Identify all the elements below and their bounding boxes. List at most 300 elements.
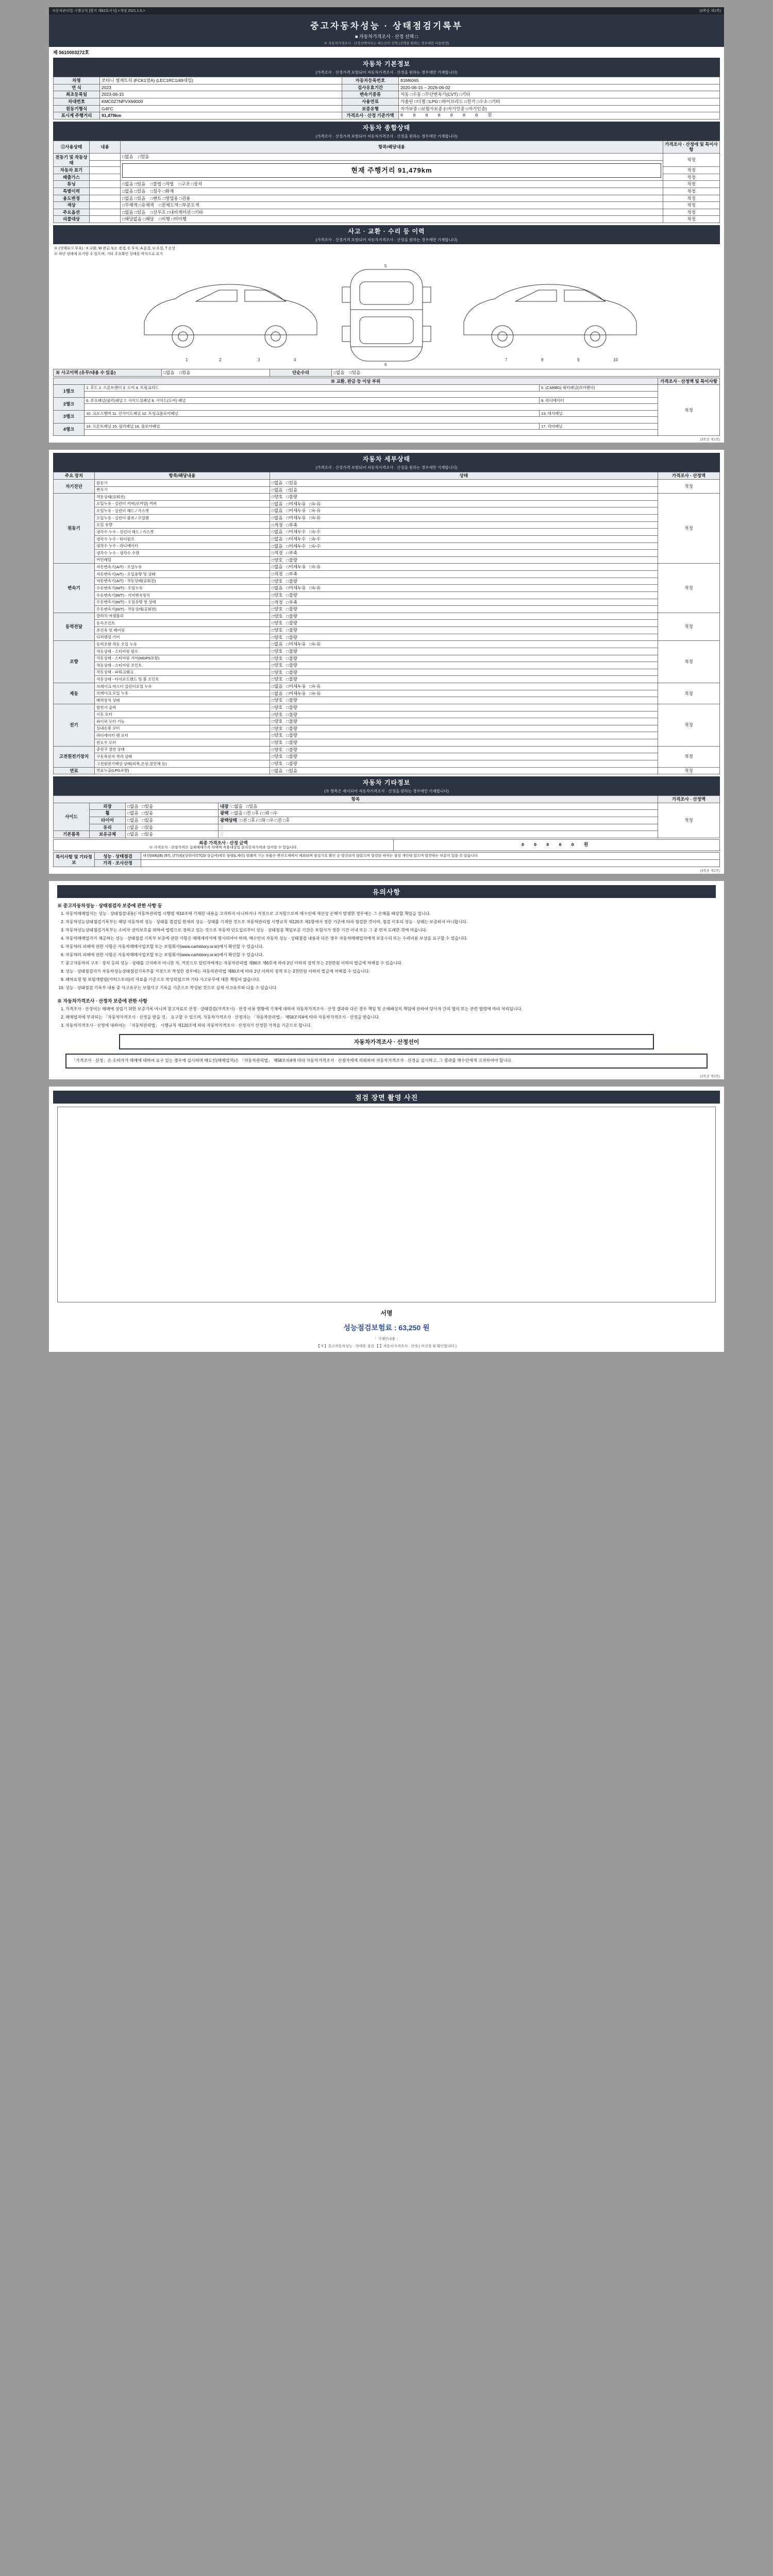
checkbox-option[interactable]: □불량 — [286, 628, 298, 633]
checkbox-option[interactable]: □부족 — [286, 599, 298, 605]
checkbox-option[interactable]: □없음 □전 □후 / □좌 □우 — [231, 810, 278, 816]
checkbox-option[interactable]: □양호 — [272, 669, 283, 675]
etc-item-secondary[interactable] — [219, 810, 658, 817]
checkbox-option[interactable]: □미세누유 — [286, 508, 306, 514]
checkbox-option[interactable]: □불량 — [286, 711, 298, 717]
final-price-title: 최종 가격조사 · 산정 금액 — [199, 840, 248, 845]
detail-item-options[interactable] — [270, 494, 658, 501]
checkbox-option[interactable]: □불량 — [286, 719, 298, 724]
etc-table-body — [54, 803, 720, 838]
detail-item-label: 브레이크 마스터 실린더오일 누유 — [95, 683, 270, 690]
page-photo — [49, 1087, 724, 1352]
etc-item-secondary[interactable] — [219, 817, 658, 824]
etc-item-secondary[interactable] — [219, 803, 658, 810]
detail-item-label: 수동변속기(M/T) - 오일누유 — [95, 585, 270, 592]
detail-group-note: 적정 — [658, 494, 720, 564]
checkbox-option[interactable]: □불량 — [286, 578, 298, 584]
checkbox-option[interactable]: □양호 — [272, 754, 283, 759]
checkbox-option[interactable]: □누유 — [309, 684, 321, 689]
detail-item-label: 동력조향 작동 오일 누유 — [95, 641, 270, 648]
detail-col-1: 항목/해당내용 — [95, 472, 270, 480]
mileage-value: 91,479km — [398, 166, 432, 174]
basic-label: 원동기형식 — [54, 105, 100, 112]
checkbox-option[interactable]: □없음 □있음 — [122, 181, 146, 187]
detail-item-options[interactable] — [270, 753, 658, 760]
checkbox-option[interactable]: □적정 — [272, 522, 283, 528]
detail-item-options[interactable] — [270, 760, 658, 767]
checkbox-option[interactable]: □양호 — [272, 760, 283, 766]
etc-item-secondary[interactable] — [219, 831, 658, 838]
checkbox-option[interactable]: □양호 — [272, 592, 283, 598]
checkbox-option[interactable]: □불량 — [286, 655, 298, 661]
checkbox-option[interactable]: □미세누유 — [286, 684, 306, 689]
detail-item-options[interactable] — [270, 571, 658, 578]
checkbox-option[interactable]: □불량 — [286, 663, 298, 668]
checkbox-option[interactable]: □없음 — [127, 824, 139, 830]
checkbox-option[interactable]: □있음 — [179, 370, 191, 375]
detail-item-options[interactable] — [270, 655, 658, 662]
table-row — [54, 641, 720, 648]
table-row — [54, 662, 720, 669]
accident-options[interactable] — [162, 369, 270, 377]
detail-item-options[interactable] — [270, 507, 658, 515]
detail-group-note: 적정 — [658, 683, 720, 704]
overall-row-label: 배출가스 — [54, 174, 90, 181]
detail-item-options[interactable] — [270, 543, 658, 550]
checkbox-option[interactable]: □미세누유 — [286, 515, 306, 520]
notice-item: 3. 자동차가격조사 · 산정에 대하여는 「자동차관리법」 시행규칙 제120조에 따라 자동차가격조사 · 산정자가 산정한 가격을 기준으로 합니다. — [65, 1023, 716, 1029]
checkbox-option[interactable]: □양호 — [272, 747, 283, 752]
detail-item-options[interactable] — [270, 641, 658, 648]
mileage-label: 현재 주행거리 — [351, 166, 396, 174]
checkbox-option[interactable]: □불량 — [286, 494, 298, 500]
detail-item-options[interactable] — [270, 648, 658, 655]
checkbox-option[interactable]: □있음 — [286, 768, 298, 773]
overall-row-options[interactable] — [121, 209, 663, 216]
checkbox-option[interactable]: □불량 — [286, 733, 298, 738]
checkbox-option[interactable]: □불량 — [286, 754, 298, 759]
checkbox-option[interactable]: □있음 — [142, 810, 154, 816]
checkbox-option[interactable]: □양호 — [272, 711, 283, 717]
etc-item-secondary[interactable] — [219, 824, 658, 831]
basic-value[interactable]: 가솔린 □디젤 □LPG □하이브리드 □전기 □수소 □기타 — [399, 98, 720, 105]
checkbox-option[interactable]: □있음 — [246, 803, 258, 809]
notice-item: 8. 성능 · 상태점검자가 자동차성능상태점검기록부를 거짓으로 작성한 경우에는 자동차관리법 제80조에 따라 2년 이하의 징역 또는 2천만원 이하의 벌금에 처해질 수 있습니다. — [65, 969, 716, 975]
checkbox-option[interactable]: □없음 — [127, 810, 139, 816]
accident-label: ※ 사고이력 (유무/내용 수 있음) — [54, 369, 162, 377]
checkbox-option[interactable]: □누유 — [309, 564, 321, 570]
checkbox-option[interactable]: □없음 — [163, 370, 175, 375]
checkbox-option[interactable]: □불량 — [286, 704, 298, 710]
detail-item-options[interactable] — [270, 564, 658, 571]
checkbox-option[interactable]: □구조 □장치 — [178, 181, 203, 187]
checkbox-option[interactable]: □양호 — [272, 663, 283, 668]
detail-item-options[interactable] — [270, 591, 658, 599]
checkbox-option[interactable]: □양호 — [272, 704, 283, 710]
detail-item-label: 배력장치 상태 — [95, 697, 270, 704]
detail-item-options[interactable] — [270, 479, 658, 486]
detail-item-options[interactable] — [270, 486, 658, 494]
detail-item-label: 수동변속기(M/T) - 기어변속장치 — [95, 591, 270, 599]
checkbox-option[interactable]: □있음 — [142, 824, 154, 830]
checkbox-option[interactable]: □불량 — [286, 725, 298, 731]
basic-value: 2020-06-15 ~ 2026-06-02 — [399, 84, 720, 91]
checkbox-option[interactable]: □누유 — [309, 515, 321, 520]
page-3-footer: (3쪽중 제3쪽) — [700, 1074, 720, 1078]
checkbox-option[interactable]: □전 □후 / □좌 □우 □전 □후 — [240, 818, 290, 823]
overall-note: 적정 — [663, 181, 720, 188]
overall-note: 적정 — [663, 154, 720, 167]
etc-item-options[interactable] — [126, 810, 219, 817]
checkbox-option[interactable]: □없음 — [272, 501, 283, 506]
checkbox-option[interactable]: □누수 — [309, 536, 321, 541]
detail-item-options[interactable] — [270, 606, 658, 613]
diagram-legend-1: ※ (상태표시 부호) : X 교환, W 판금 또는 용접, C 부식, A 흠집, U 요철, T 손상 — [54, 247, 175, 250]
etc-item-options[interactable] — [126, 831, 219, 838]
checkbox-option[interactable]: □미세누수 — [286, 536, 306, 541]
notice-item: 5. 자동차의 피해에 관한 사항은 자동차매매사업조합 또는 보험회사(www.carhistory.or.kr)에서 확인할 수 있습니다. — [65, 944, 716, 950]
basic-label: 보증유형 — [342, 105, 399, 112]
overall-row-item — [90, 160, 121, 166]
checkbox-option[interactable]: □양호 — [272, 725, 283, 731]
detail-item-label: 작동상태(공회전) — [95, 494, 270, 501]
part-rank-label: 2랭크 — [54, 398, 85, 411]
table-header-row — [54, 472, 720, 480]
basic-value-mileage: 91,479km — [100, 112, 342, 120]
checkbox-option[interactable]: □없음 — [272, 536, 283, 541]
checkbox-option[interactable]: □불법 □적법 — [150, 181, 174, 187]
checkbox-option[interactable]: □양호 — [272, 620, 283, 626]
detail-item-label: 작동상태 - 파워크랭크 — [95, 669, 270, 676]
etc-col-2: 가격조사 · 산정액 — [658, 796, 720, 803]
checkbox-option[interactable]: □양호 — [272, 740, 283, 745]
checkbox-option[interactable]: □양호 — [272, 698, 283, 703]
checkbox-option[interactable]: □적정 — [272, 571, 283, 577]
checkbox-option[interactable]: □선루프 □내비게이션 □기타 — [150, 209, 204, 215]
checkbox-option[interactable]: □불량 — [286, 740, 298, 745]
etc-item-label: 외장 — [90, 803, 126, 810]
checkbox-option[interactable]: □미세누유 — [286, 690, 306, 696]
checkbox-option[interactable]: □부족 — [286, 550, 298, 556]
checkbox-option[interactable]: □전체도색 □부분도색 — [159, 202, 199, 208]
checkbox-option[interactable]: □누유 — [309, 690, 321, 696]
parts-title: ※ 교환, 판금 등 이상 부위 — [54, 378, 658, 385]
checkbox-option[interactable]: □없음 — [231, 803, 243, 809]
table-row — [54, 385, 720, 391]
checkbox-option[interactable]: □불량 — [286, 606, 298, 612]
checkbox-option[interactable]: □불량 — [286, 634, 298, 640]
checkbox-option[interactable]: □있음 — [349, 370, 361, 375]
checkbox-option[interactable]: □침수 □화재 — [150, 188, 174, 194]
checkbox-option[interactable]: □양호 — [272, 719, 283, 724]
overall-table — [53, 141, 720, 223]
detail-item-options[interactable] — [270, 634, 658, 641]
page-1-footer: (3쪽중 제1쪽) — [700, 438, 720, 442]
detail-group-label: 제동 — [54, 683, 95, 704]
checkbox-option[interactable]: □양호 — [272, 733, 283, 738]
overall-row-item — [90, 174, 121, 181]
checkbox-option[interactable]: □누유 — [309, 501, 321, 506]
table-row — [54, 216, 720, 223]
checkbox-option[interactable]: □해당없음 □해당 — [122, 216, 154, 222]
checkbox-option[interactable]: □없음 — [272, 585, 283, 591]
diagram-legend-2: ※ 하단 상태에 표기할 수 있으며, 기타 주요확인 상태를 약식으로 표기 — [54, 252, 163, 256]
checkbox-option[interactable]: □없음 □있음 — [122, 188, 146, 194]
checkbox-option[interactable]: □없음 — [272, 529, 283, 535]
checkbox-option[interactable]: □무채색 □유채색 — [122, 202, 154, 208]
checkbox-option[interactable]: □적정 — [272, 550, 283, 556]
detail-item-label: 디퍼렌셜 기어 — [95, 634, 270, 641]
part-items-sub: 13. 대시패널 — [540, 410, 658, 416]
checkbox-option[interactable]: □없음 — [272, 768, 283, 773]
table-row — [54, 529, 720, 536]
page-1 — [49, 7, 724, 443]
checkbox-option[interactable]: □불량 — [286, 648, 298, 654]
detail-item-options[interactable] — [270, 690, 658, 697]
detail-item-options[interactable] — [270, 704, 658, 711]
section-etc-title: 자동차 기타정보 — [53, 776, 720, 788]
table-row — [54, 718, 720, 725]
detail-item-options[interactable] — [270, 676, 658, 683]
checkbox-option[interactable]: □있음 — [142, 818, 154, 823]
table-row — [54, 507, 720, 515]
checkbox-option[interactable]: □미세누수 — [286, 543, 306, 549]
basic-value[interactable]: 자동 □수동 □무단변속기(CVT) □기타 — [399, 91, 720, 98]
etc-item-options[interactable] — [126, 817, 219, 824]
detail-item-label: 발전기 출력 — [95, 704, 270, 711]
detail-item-options[interactable] — [270, 535, 658, 543]
simple-repair-options[interactable] — [332, 369, 720, 377]
checkbox-option[interactable]: □있음 — [286, 487, 298, 493]
table-row — [54, 369, 720, 377]
detail-item-label: 오일누유 - 실린더 커버(로커암) 커버 — [95, 500, 270, 507]
checkbox-option[interactable]: □양호 — [272, 557, 283, 563]
part-rank-label: 4랭크 — [54, 423, 85, 436]
detail-item-options[interactable] — [270, 521, 658, 529]
etc-item-options[interactable] — [126, 824, 219, 831]
checkbox-option[interactable]: □누유 — [309, 508, 321, 514]
basic-value: 81M6065 — [399, 77, 720, 84]
table-row — [54, 810, 720, 817]
detail-item-options[interactable] — [270, 662, 658, 669]
special-note-left-2: 가격 · 조사산정 — [95, 860, 141, 867]
detail-item-options[interactable] — [270, 732, 658, 739]
overall-row-item — [90, 195, 121, 202]
car-diagram-svg — [134, 260, 639, 368]
checkbox-option[interactable]: □양호 — [272, 628, 283, 633]
checkbox-option[interactable]: □누유 — [309, 641, 321, 647]
checkbox-option[interactable]: □없음 — [272, 487, 283, 493]
detail-item-options[interactable] — [270, 613, 658, 620]
part-items: 6. 루프패널(필러)패널 7. 사이드실패널 8. 사이드(도어) 패널 — [85, 398, 540, 404]
checkbox-option[interactable]: □없음 — [272, 641, 283, 647]
checkbox-option[interactable]: □없음 — [127, 803, 139, 809]
detail-item-options[interactable] — [270, 767, 658, 774]
checkbox-option[interactable]: □없음 □있음 — [122, 195, 146, 201]
checkbox-option[interactable]: □있음 — [138, 154, 149, 159]
detail-item-options[interactable] — [270, 669, 658, 676]
detail-item-options[interactable] — [270, 500, 658, 507]
checkbox-option[interactable]: □양호 — [272, 606, 283, 612]
checkbox-option[interactable]: □있음 — [142, 832, 154, 837]
checkbox-option[interactable]: □양호 — [272, 655, 283, 661]
overall-row-label: 자동차 표기 — [54, 167, 90, 174]
basic-label: 표시계 주행거리 — [54, 112, 100, 120]
table-row — [54, 606, 720, 613]
detail-item-options[interactable] — [270, 718, 658, 725]
basic-value[interactable]: 자가보증 □보험사보증 (□자기인증 □자기인증) — [399, 105, 720, 112]
detail-item-options[interactable] — [270, 746, 658, 753]
final-price-label — [54, 839, 394, 851]
parts-note: 적정 — [658, 385, 720, 436]
checkbox-option[interactable]: □불량 — [286, 676, 298, 682]
overall-row-options[interactable] — [121, 202, 663, 209]
table-row — [54, 655, 720, 662]
detail-item-options[interactable] — [270, 739, 658, 747]
basic-label: 가격조사 · 산정 기준가액 — [342, 112, 399, 120]
checkbox-option[interactable]: □없음 — [272, 690, 283, 696]
checkbox-option[interactable]: □없음 — [333, 370, 345, 375]
special-note-left: 성능 · 상태점검 — [95, 853, 141, 860]
part-rank-label: 1랭크 — [54, 385, 85, 398]
etc-item-label-2: 내장 — [220, 804, 231, 809]
page-number-top: (3쪽중 제1쪽) — [699, 9, 721, 13]
checkbox-option[interactable]: □양호 — [272, 578, 283, 584]
part-rank-label: 3랭크 — [54, 410, 85, 423]
section-overall-title: 자동차 종합상태 — [53, 122, 720, 133]
checkbox-option[interactable]: □양호 — [272, 676, 283, 682]
detail-item-label: 오일누유 - 실린더 블록 / 오일팬 — [95, 515, 270, 522]
detail-item-options[interactable] — [270, 585, 658, 592]
detail-item-options[interactable] — [270, 515, 658, 522]
checkbox-option[interactable]: □없음 — [272, 515, 283, 520]
checkbox-option[interactable]: □없음 — [272, 543, 283, 549]
etc-item-options[interactable] — [126, 803, 219, 810]
checkbox-option[interactable]: □이행 □미이행 — [159, 216, 187, 222]
checkbox-option[interactable]: □렌트 □영업용 □관용 — [150, 195, 191, 201]
checkbox-option[interactable]: □불량 — [286, 760, 298, 766]
overall-row-options[interactable] — [121, 188, 663, 195]
checkbox-option[interactable]: □불량 — [286, 620, 298, 626]
detail-item-label: 와이퍼 모터 기능 — [95, 718, 270, 725]
checkbox-option[interactable]: □없음 — [272, 564, 283, 570]
basic-label: 검사유효기간 — [342, 84, 399, 91]
detail-item-options[interactable] — [270, 683, 658, 690]
detail-item-options[interactable] — [270, 578, 658, 585]
section-overall-subtitle: (가격조사 · 산정가격 포함되어 자동차가격조사 · 산정을 원하는 경우에만 기재합니다) — [53, 133, 720, 141]
notice-list-2 — [57, 1006, 716, 1029]
checkbox-option[interactable]: □불량 — [286, 557, 298, 563]
checkbox-option[interactable]: □미세누유 — [286, 564, 306, 570]
table-row — [54, 521, 720, 529]
checkbox-option[interactable]: □없음 — [127, 818, 139, 823]
checkbox-option[interactable]: □부족 — [286, 522, 298, 528]
checkbox-option[interactable]: □없음 — [272, 684, 283, 689]
checkbox-option[interactable]: □부족 — [286, 571, 298, 577]
etc-group-label: 사이드 — [54, 803, 90, 831]
detail-item-options[interactable] — [270, 556, 658, 564]
table-row — [54, 676, 720, 683]
detail-item-options[interactable] — [270, 599, 658, 606]
checkbox-option[interactable]: □누수 — [309, 529, 321, 535]
notice-item: 2. 자동차성능상태점검기록부는 해당 자동차의 성능 · 상태를 점검일 현재의 성능 · 상태를 기재한 것으로 자동차관리법 시행규칙 제120조 제1항에서 정한 기준에 따라 점검한 것이며, 점검 이후의 성능 · 상태는 보증하지 아니합니다. — [65, 919, 716, 925]
checkbox-option[interactable]: □양호 — [272, 634, 283, 640]
detail-item-label: 오일 유량 — [95, 521, 270, 529]
table-row — [54, 753, 720, 760]
overall-col-0: ①사용상태 — [54, 141, 90, 153]
detail-item-options[interactable] — [270, 550, 658, 557]
detail-item-options[interactable] — [270, 627, 658, 634]
checkbox-option[interactable]: □불량 — [286, 592, 298, 598]
table-row — [54, 181, 720, 188]
table-row — [54, 160, 720, 166]
etc-note: 적정 — [658, 803, 720, 838]
detail-item-options[interactable] — [270, 529, 658, 536]
checkbox-option[interactable]: □없음 — [272, 508, 283, 514]
overall-row-options[interactable] — [121, 181, 663, 188]
checkbox-option[interactable]: □없음 — [127, 832, 139, 837]
checkbox-option[interactable]: □불량 — [286, 669, 298, 675]
checkbox-option[interactable]: □미세누유 — [286, 501, 306, 506]
etc-item-label-2 — [220, 825, 223, 830]
table-row — [54, 578, 720, 585]
basic-value: 2023 — [100, 84, 342, 91]
checkbox-option[interactable]: □불량 — [286, 747, 298, 752]
detail-item-label: 자동변속기(A/T) - 오일유량 및 상태 — [95, 571, 270, 578]
checkbox-option[interactable]: □적정 — [272, 599, 283, 605]
table-row — [54, 188, 720, 195]
checkbox-option[interactable]: □미세누유 — [286, 585, 306, 591]
part-items-sub: 17. 리어패널 — [540, 423, 658, 429]
detail-item-options[interactable] — [270, 711, 658, 718]
table-row — [54, 154, 720, 161]
part-items-sub: 9. 라디에이터 — [540, 398, 658, 404]
detail-item-options[interactable] — [270, 620, 658, 627]
overall-row-options[interactable] — [121, 154, 663, 161]
table-row — [54, 494, 720, 501]
detail-item-label: 구동축전지 격리 상태 — [95, 753, 270, 760]
detail-item-label: 충전구 절연 상태 — [95, 746, 270, 753]
checkbox-option[interactable]: □없음 □있음 — [122, 209, 146, 215]
detail-item-options[interactable] — [270, 697, 658, 704]
overall-col-1: 내용 — [90, 141, 121, 153]
checkbox-option[interactable]: □양호 — [272, 648, 283, 654]
checkbox-option[interactable]: □있음 — [286, 480, 298, 485]
detail-item-options[interactable] — [270, 725, 658, 732]
checkbox-option[interactable]: □누유 — [309, 585, 321, 591]
svg-text:2: 2 — [219, 358, 222, 362]
checkbox-option[interactable]: □있음 — [142, 803, 154, 809]
checkbox-option[interactable]: □누수 — [309, 543, 321, 549]
basic-value: KMC0Z7NPVX69000 — [100, 98, 342, 105]
detail-group-label: 변속기 — [54, 564, 95, 613]
checkbox-option[interactable]: □불량 — [286, 698, 298, 703]
checkbox-option[interactable]: □없음 — [272, 480, 283, 485]
checkbox-option[interactable]: □없음 — [122, 154, 133, 159]
table-row — [54, 410, 720, 416]
bottom-note-1: 「 기재인내용 」 — [373, 1337, 400, 1341]
overall-row-options[interactable] — [121, 195, 663, 202]
detail-item-label: 라디에이터 팬 모터 — [95, 732, 270, 739]
checkbox-option[interactable]: □양호 — [272, 494, 283, 500]
checkbox-option[interactable]: □불량 — [286, 613, 298, 619]
checkbox-option[interactable]: □미세누유 — [286, 641, 306, 647]
table-row — [54, 84, 720, 91]
basic-value: 2023-06-15 — [100, 91, 342, 98]
checkbox-option[interactable]: □미세누수 — [286, 529, 306, 535]
overall-row-options[interactable] — [121, 216, 663, 223]
checkbox-option[interactable]: □양호 — [272, 613, 283, 619]
